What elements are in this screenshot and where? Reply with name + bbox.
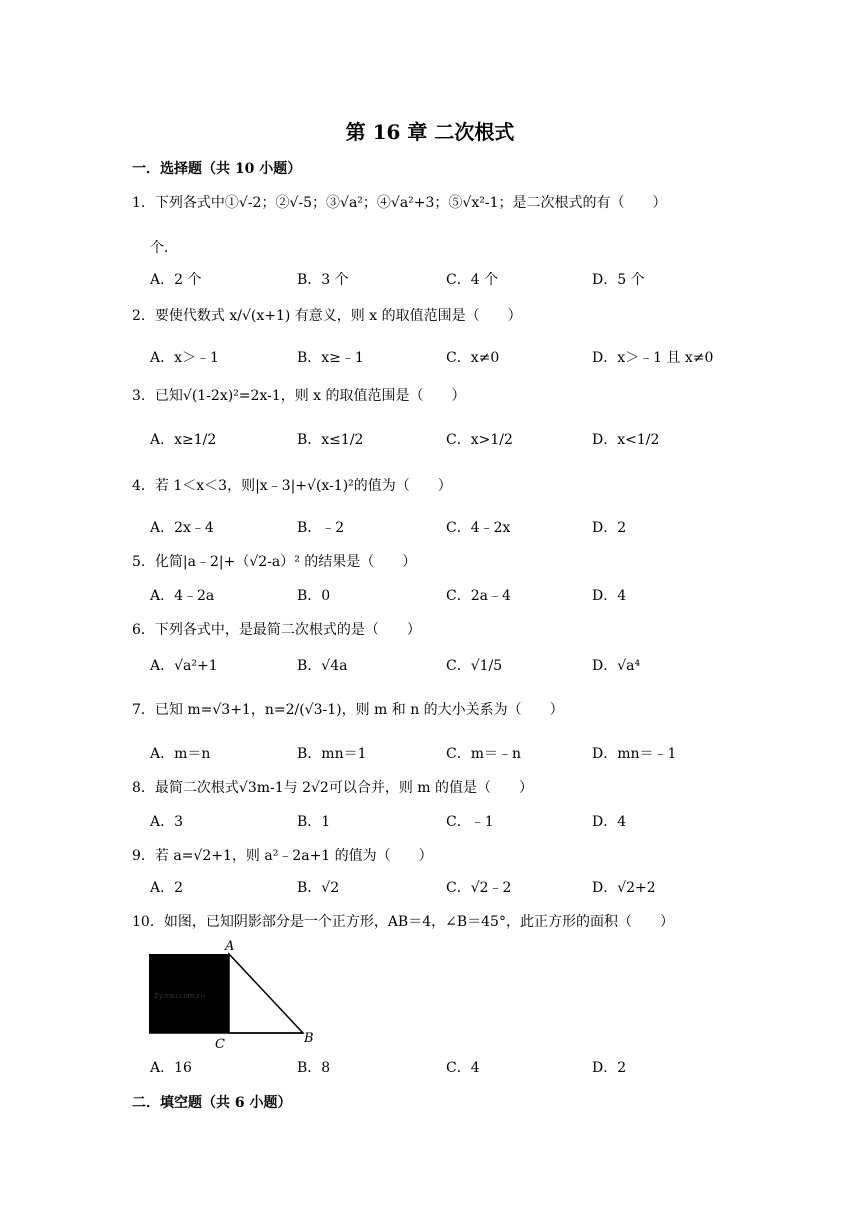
q10-option-d: D．2 [592,1060,627,1076]
q4-option-a: A．2x﹣4 [150,520,214,536]
section-heading-choice: 一．选择题（共 10 小题） [132,161,302,177]
q1-option-b: B．3 个 [297,272,349,288]
q9-option-c: C．√2﹣2 [446,880,512,896]
question-1-cont: 个． [150,240,178,256]
q2-option-b: B．x≥﹣1 [297,350,364,366]
q1-option-c: C．4 个 [446,272,499,288]
q10-option-a: A．16 [150,1060,192,1076]
q6-option-b: B．√4a [297,658,348,674]
question-6: 6．下列各式中，是最简二次根式的是（ ） [132,622,421,638]
q6-option-d: D．√a⁴ [592,658,641,674]
question-5: 5．化简|a﹣2|+（√2-a）² 的结果是（ ） [132,554,417,570]
q2-option-d: D．x＞﹣1 且 x≠0 [592,350,714,366]
question-4: 4．若 1＜x＜3，则|x﹣3|+√(x-1)²的值为（ ） [132,478,452,494]
q5-option-a: A．4﹣2a [150,588,215,604]
q9-option-a: A．2 [150,880,184,896]
question-3: 3．已知√(1-2x)²=2x-1，则 x 的取值范围是（ ） [132,388,466,404]
q7-option-d: D．mn＝﹣1 [592,746,677,762]
q2-option-a: A．x＞﹣1 [150,350,219,366]
q3-option-a: A．x≥1/2 [150,432,217,448]
q1-option-d: D．5 个 [592,272,645,288]
label-b: B [304,1031,314,1046]
q1-option-a: A．2 个 [150,272,202,288]
square-triangle-figure [140,940,320,1050]
q2-option-c: C．x≠0 [446,350,500,366]
question-8: 8．最简二次根式√3m-1与 2√2可以合并，则 m 的值是（ ） [132,780,534,796]
q7-option-b: B．mn＝1 [297,746,367,762]
q4-option-d: D．2 [592,520,627,536]
q8-option-a: A．3 [150,814,184,830]
q3-option-b: B．x≤1/2 [297,432,364,448]
q10-option-c: C．4 [446,1060,480,1076]
q3-option-c: C．x>1/2 [446,432,513,448]
q5-option-d: D．4 [592,588,627,604]
q7-option-a: A．m＝n [150,746,211,762]
q4-option-c: C．4﹣2x [446,520,511,536]
q5-option-b: B．0 [297,588,331,604]
q8-option-c: C．﹣1 [446,814,494,830]
label-c: C [215,1037,225,1050]
q6-option-a: A．√a²+1 [150,658,218,674]
q4-option-b: B．﹣2 [297,520,345,536]
q10-option-b: B．8 [297,1060,331,1076]
question-10: 10．如图，已知阴影部分是一个正方形，AB＝4，∠B＝45°，此正方形的面积（ ） [132,914,674,930]
q3-option-d: D．x<1/2 [592,432,660,448]
page-title: 第 16 章 二次根式 [345,120,515,144]
q9-option-d: D．√2+2 [592,880,656,896]
q6-option-c: C．√1/5 [446,658,503,674]
section-heading-fill: 二．填空题（共 6 小题） [132,1095,292,1111]
question-2: 2．要使代数式 x/√(x+1) 有意义，则 x 的取值范围是（ ） [132,308,522,324]
watermark-text: Zy.edu.com.cn [154,992,206,1000]
q5-option-c: C．2a﹣4 [446,588,511,604]
label-a: A [225,940,235,954]
question-9: 9．若 a=√2+1，则 a²﹣2a+1 的值为（ ） [132,848,433,864]
question-1: 1．下列各式中①√-2；②√-5；③√a²；④√a²+3；⑤√x²-1；是二次根式的有（ ） [132,195,667,211]
q7-option-c: C．m＝﹣n [446,746,522,762]
q9-option-b: B．√2 [297,880,340,896]
q8-option-b: B．1 [297,814,331,830]
triangle-outline [229,954,303,1033]
q8-option-d: D．4 [592,814,627,830]
question-7: 7．已知 m=√3+1，n=2/(√3-1)，则 m 和 n 的大小关系为（ ） [132,702,564,718]
